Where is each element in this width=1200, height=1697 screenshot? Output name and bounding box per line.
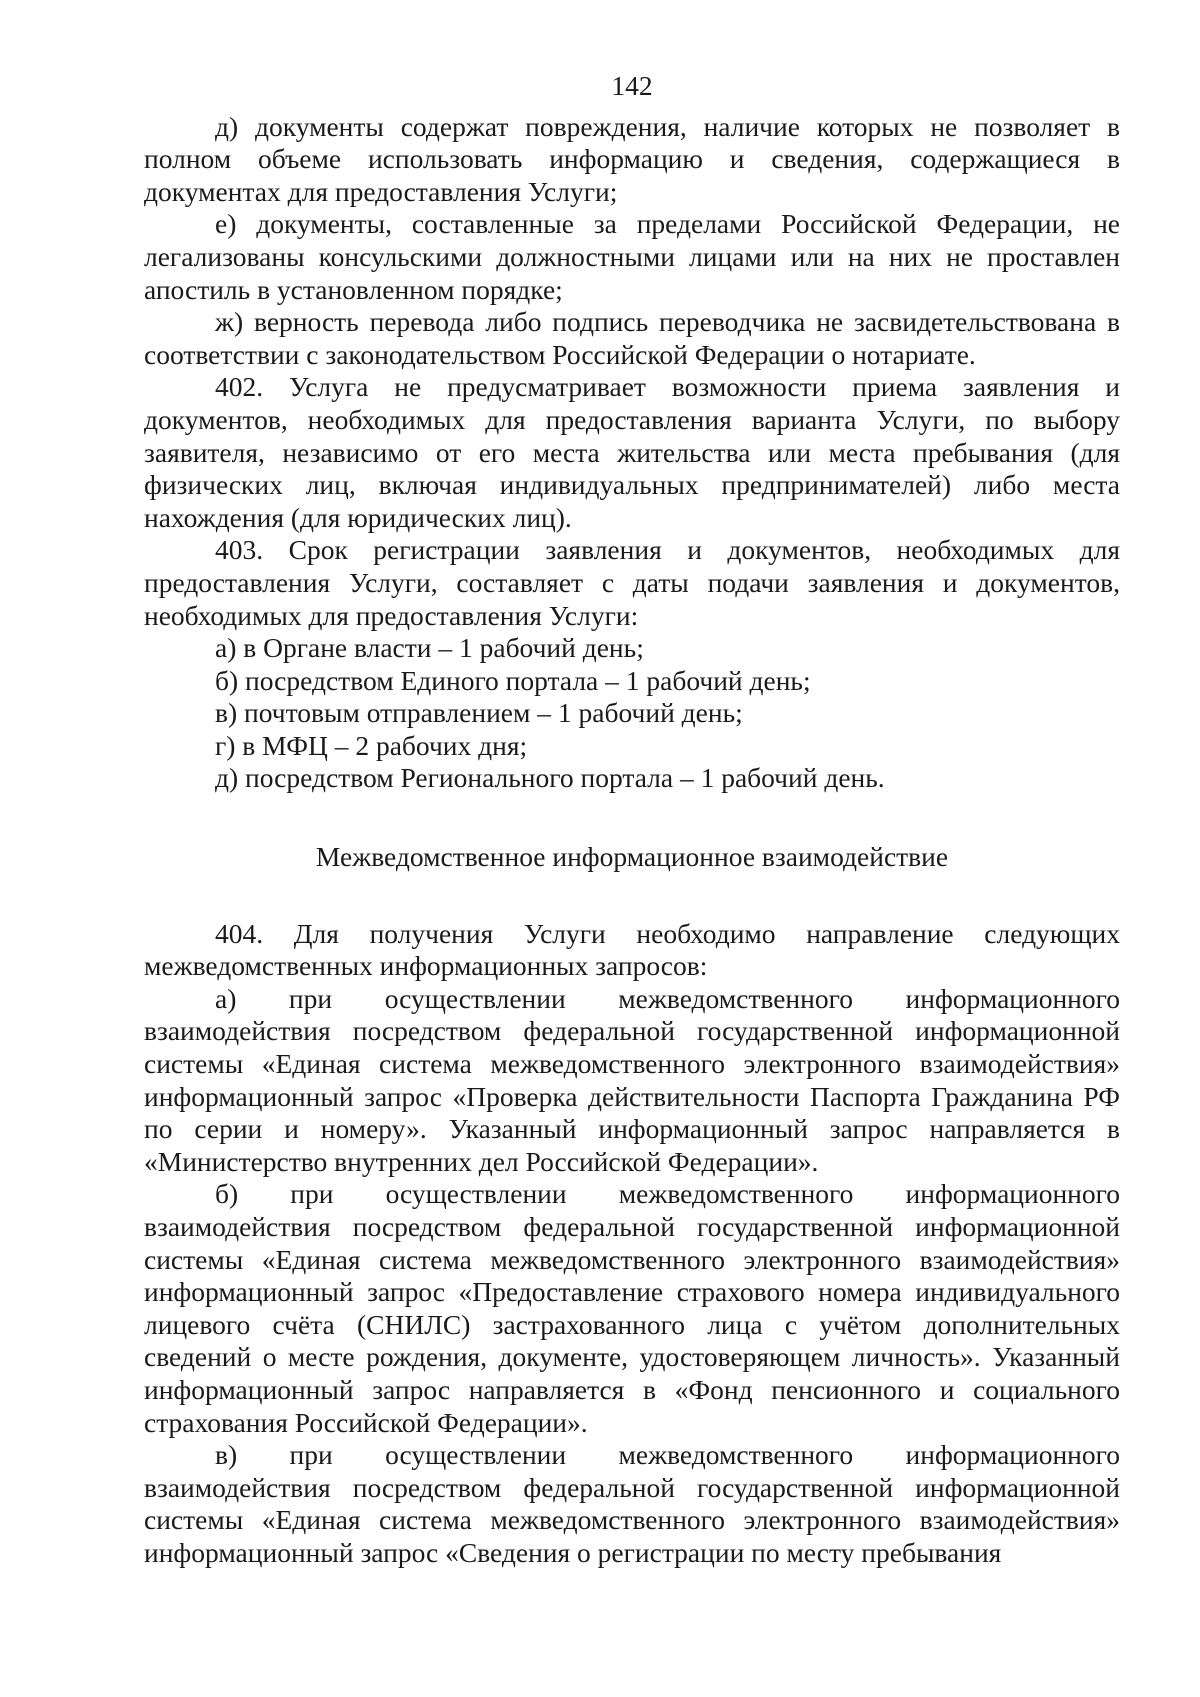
paragraph-zh-translation: ж) верность перевода либо подпись переводчика не засвидетельствована в соответствии с законодательством Российской Федерации о нотариате.: [144, 306, 1120, 370]
paragraph-404-b: б) при осуществлении межведомственного информационного взаимодействия посредством федеральной государственной информационной системы «Единая система межведомственного электронного взаимодействия» информационный запрос «Предоставление страхового номера индивидуального лицевого счёта (СНИЛС) застрахованного лица с учётом дополнительных сведений о месте рождения, документе, удостоверяющем личность». Указанный информационный запрос направляется в «Фонд пенсионного и социального страхования Российской Федерации».: [144, 1178, 1120, 1438]
list-item-403-v: в) почтовым отправлением – 1 рабочий день;: [215, 697, 743, 729]
paragraph-404-v: в) при осуществлении межведомственного информационного взаимодействия посредством федеральной государственной информационной системы «Единая система межведомственного электронного взаимодействия» информационный запрос «Сведения о регистрации по месту пребывания: [144, 1439, 1120, 1568]
section-heading: Межведомственное информационное взаимодействие: [315, 841, 949, 873]
paragraph-403: 403. Срок регистрации заявления и документов, необходимых для предоставления Услуги, составляет с даты подачи заявления и документов, необходимых для предоставления Услуги:: [144, 534, 1120, 631]
list-item-403-b: б) посредством Единого портала – 1 рабочий день;: [215, 664, 811, 696]
list-item-403-g: г) в МФЦ – 2 рабочих дня;: [215, 729, 528, 761]
document-page: [144, 70, 1120, 1570]
paragraph-404-a: а) при осуществлении межведомственного информационного взаимодействия посредством федеральной государственной информационной системы «Единая система межведомственного электронного взаимодействия» информационный запрос «Проверка действительности Паспорта Гражданина РФ по серии и номеру». Указанный информационный запрос направляется в «Министерство внутренних дел Российской Федерации».: [144, 982, 1120, 1177]
paragraph-e-foreign-documents: е) документы, составленные за пределами Российской Федерации, не легализованы консульскими должностными лицами или на них не проставлен апостиль в установленном порядке;: [144, 208, 1120, 305]
page-number: 142: [611, 70, 653, 101]
paragraph-402: 402. Услуга не предусматривает возможности приема заявления и документов, необходимых для предоставления варианта Услуги, по выбору заявителя, независимо от его места жительства или места пребывания (для физических лиц, включая индивидуальных предпринимателей) либо места нахождения (для юридических лиц).: [144, 371, 1120, 533]
paragraph-d-damaged-documents: д) документы содержат повреждения, наличие которых не позволяет в полном объеме использовать информацию и сведения, содержащиеся в документах для предоставления Услуги;: [144, 110, 1120, 207]
list-item-403-d: д) посредством Регионального портала – 1 рабочий день.: [215, 762, 885, 794]
paragraph-404: 404. Для получения Услуги необходимо направление следующих межведомственных информационных запросов:: [144, 917, 1120, 982]
list-item-403-a: а) в Органе власти – 1 рабочий день;: [215, 632, 644, 664]
